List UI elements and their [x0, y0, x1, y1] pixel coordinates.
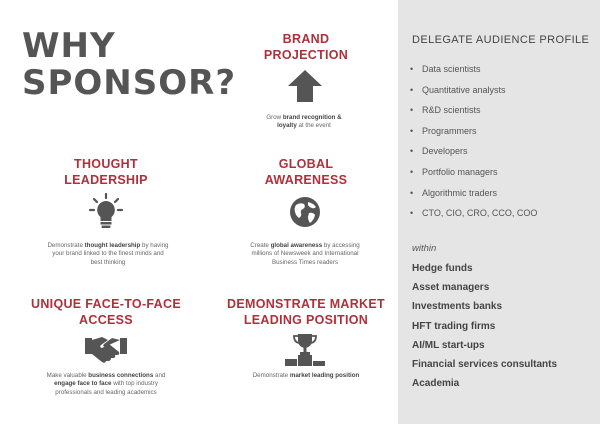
- market-title-line-1: DEMONSTRATE MARKET: [227, 297, 385, 311]
- bullet-icon: •: [410, 187, 414, 198]
- audience-profile-title: DELEGATE AUDIENCE PROFILE: [412, 34, 590, 46]
- list-item: [410, 103, 537, 124]
- audience-item-label: Developers: [422, 146, 468, 157]
- title-line-2: SPONSOR?: [22, 63, 237, 103]
- trophy-podium-icon: [284, 332, 326, 366]
- audience-item-label: Programmers: [422, 125, 477, 136]
- global-title-line-2: AWARENESS: [264, 173, 348, 187]
- audience-item-label: Portfolio managers: [422, 166, 498, 177]
- handshake-icon: [84, 332, 128, 364]
- globe-icon: [288, 195, 322, 229]
- brand-projection-title: [236, 31, 376, 63]
- up-arrow-icon: [286, 68, 324, 104]
- global-awareness-desc: Create global awareness by accessing millions of Newsweek and International Business Times readers: [250, 242, 360, 266]
- list-item: [410, 186, 537, 207]
- brand-title-line-2: PROJECTION: [263, 48, 349, 62]
- bullet-icon: •: [410, 105, 414, 116]
- organisation-item: Financial services consultants: [412, 358, 558, 370]
- market-position-desc: Demonstrate market leading position: [252, 372, 360, 379]
- thought-title-line-1: THOUGHT: [74, 157, 138, 171]
- thought-leadership-desc: Demonstrate thought leadership by having your brand linked to the finest minds and best thinking: [47, 242, 169, 266]
- audience-list: [410, 62, 537, 227]
- global-awareness-title: [236, 156, 376, 188]
- organisation-list: [412, 262, 557, 396]
- face-to-face-desc: Make valuable business connections and engage face to face with top industry professionals and leading academics: [46, 372, 166, 396]
- list-item: [410, 124, 537, 145]
- face-title-line-2: ACCESS: [79, 313, 133, 327]
- audience-item-label: CTO, CIO, CRO, CCO, COO: [422, 208, 538, 219]
- audience-item-label: Data scientists: [422, 64, 481, 74]
- list-item: [410, 144, 537, 165]
- list-item: [410, 83, 537, 104]
- face-title-line-1: UNIQUE FACE-TO-FACE: [31, 297, 181, 311]
- bullet-icon: •: [410, 166, 414, 177]
- page-title: [22, 28, 236, 102]
- bullet-icon: •: [410, 125, 414, 136]
- bullet-icon: •: [410, 146, 414, 157]
- global-title-line-1: GLOBAL: [278, 157, 334, 171]
- organisation-item: Academia: [412, 378, 460, 390]
- bullet-icon: •: [410, 64, 414, 74]
- market-title-line-2: LEADING POSITION: [243, 313, 369, 327]
- face-to-face-title: [30, 296, 182, 328]
- list-item: [410, 206, 537, 227]
- organisation-item: AI/ML start-ups: [412, 339, 485, 351]
- organisation-item: Investments banks: [412, 301, 503, 313]
- list-item: [410, 62, 537, 83]
- brand-title-line-1: BRAND: [282, 32, 330, 46]
- list-item: [410, 165, 537, 186]
- organisation-item: Asset managers: [412, 282, 490, 294]
- audience-item-label: Quantitative analysts: [422, 84, 506, 95]
- thought-leadership-title: [36, 156, 176, 188]
- brand-projection-desc: Grow brand recognition & loyalty at the event: [266, 114, 342, 130]
- bullet-icon: •: [410, 208, 414, 219]
- market-position-title: [226, 296, 386, 328]
- bullet-icon: •: [410, 84, 414, 95]
- title-line-1: WHY: [22, 26, 116, 66]
- thought-title-line-2: LEADERSHIP: [64, 173, 148, 187]
- audience-item-label: R&D scientists: [422, 105, 481, 116]
- organisation-item: HFT trading firms: [412, 320, 496, 332]
- within-label: within: [412, 243, 437, 254]
- audience-item-label: Algorithmic traders: [422, 187, 498, 198]
- organisation-item: Hedge funds: [412, 263, 473, 274]
- lightbulb-icon: [88, 192, 124, 230]
